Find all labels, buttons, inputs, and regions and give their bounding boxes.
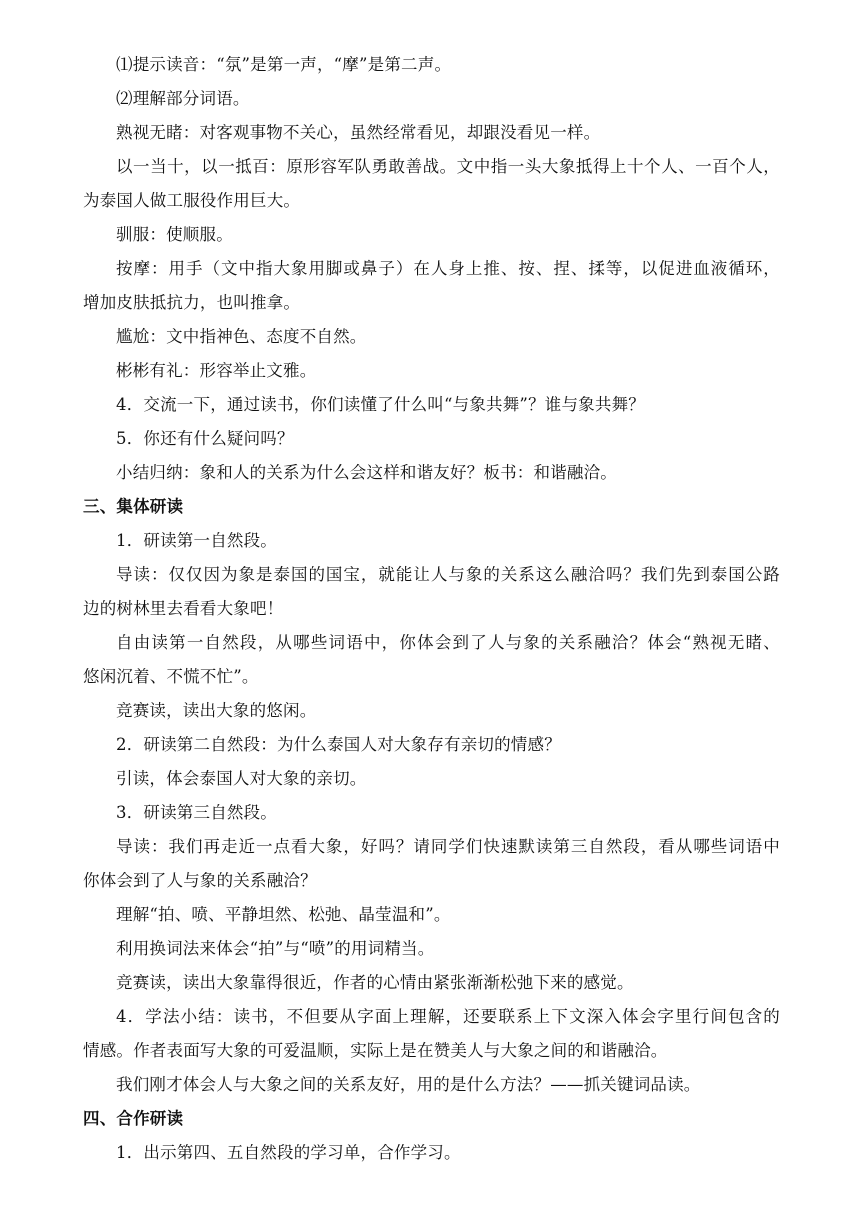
paragraph-study-2: 2．研读第二自然段：为什么泰国人对大象存有亲切的情感？ [116,735,561,754]
paragraph-guide-1-line2: 边的树林里去看看大象吧！ [83,599,284,618]
paragraph-study-1: 1．研读第一自然段。 [116,531,277,550]
paragraph-vocab-ganga: 尴尬：文中指神色、态度不自然。 [116,327,367,346]
paragraph-contest-reading-1: 竞赛读，读出大象的悠闲。 [116,701,317,720]
paragraph-vocab-shushiwudu: 熟视无睹：对客观事物不关心，虽然经常看见，却跟没看见一样。 [116,123,601,142]
paragraph-item-5-questions: 5．你还有什么疑问吗？ [116,429,294,448]
paragraph-guide-3-line1: 导读：我们再走近一点看大象，好吗？请同学们快速默读第三自然段，看从哪些词语中 [116,837,780,856]
section-heading-3: 三、集体研读 [83,497,184,516]
paragraph-word-substitution: 利用换词法来体会“拍”与“喷”的用词精当。 [116,939,435,958]
paragraph-method-summary-line1: 4．学法小结：读书，不但要从字面上理解，还要联系上下文深入体会字里行间包含的 [116,1007,780,1026]
paragraph-understand-words: 理解“拍、喷、平静坦然、松弛、晶莹温和”。 [116,905,451,924]
paragraph-method-question: 我们刚才体会人与大象之间的关系友好，用的是什么方法？——抓关键词品读。 [116,1075,701,1094]
paragraph-guide-1-line1: 导读：仅仅因为象是泰国的国宝，就能让人与象的关系这么融洽吗？我们先到泰国公路 [116,565,780,584]
paragraph-method-summary-line2: 情感。作者表面写大象的可爱温顺，实际上是在赞美人与大象之间的和谐融洽。 [83,1041,668,1060]
paragraph-contest-reading-2: 竞赛读，读出大象靠得很近，作者的心情由紧张渐渐松弛下来的感觉。 [116,973,634,992]
paragraph-vocab-yiyidangshi-line2: 为泰国人做工服役作用巨大。 [83,191,301,210]
paragraph-free-reading-line2: 悠闲沉着、不慌不忙”。 [83,667,259,686]
paragraph-vocab-binbinyouli: 彬彬有礼：形容举止文雅。 [116,361,317,380]
paragraph-vocab-yiyidangshi-line1: 以一当十，以一抵百：原形容军队勇敢善战。文中指一头大象抵得上十个人、一百个人， [116,157,780,176]
paragraph-vocab-anmo-line1: 按摩：用手（文中指大象用脚或鼻子）在人身上推、按、捏、揉等，以促进血液循环， [116,259,780,278]
paragraph-pronunciation: ⑴提示读音：“氛”是第一声，“摩”是第二声。 [116,55,452,74]
paragraph-vocab-anmo-line2: 增加皮肤抵抗力，也叫推拿。 [83,293,301,312]
paragraph-item-4-discussion: 4．交流一下，通过读书，你们读懂了什么叫“与象共舞”？谁与象共舞？ [116,395,645,414]
paragraph-lead-reading: 引读，体会泰国人对大象的亲切。 [116,769,367,788]
paragraph-study-3: 3．研读第三自然段。 [116,803,277,822]
paragraph-vocab-xunfu: 驯服：使顺服。 [116,225,233,244]
paragraph-vocab-intro: ⑵理解部分词语。 [116,89,250,108]
paragraph-summary: 小结归纳：象和人的关系为什么会这样和谐友好？板书：和谐融洽。 [116,463,617,482]
section-heading-4: 四、合作研读 [83,1109,184,1128]
paragraph-cooperative-1: 1．出示第四、五自然段的学习单，合作学习。 [116,1143,461,1162]
paragraph-guide-3-line2: 你体会到了人与象的关系融洽？ [83,871,317,890]
paragraph-free-reading-line1: 自由读第一自然段，从哪些词语中，你体会到了人与象的关系融洽？体会“熟视无睹、 [116,633,780,652]
